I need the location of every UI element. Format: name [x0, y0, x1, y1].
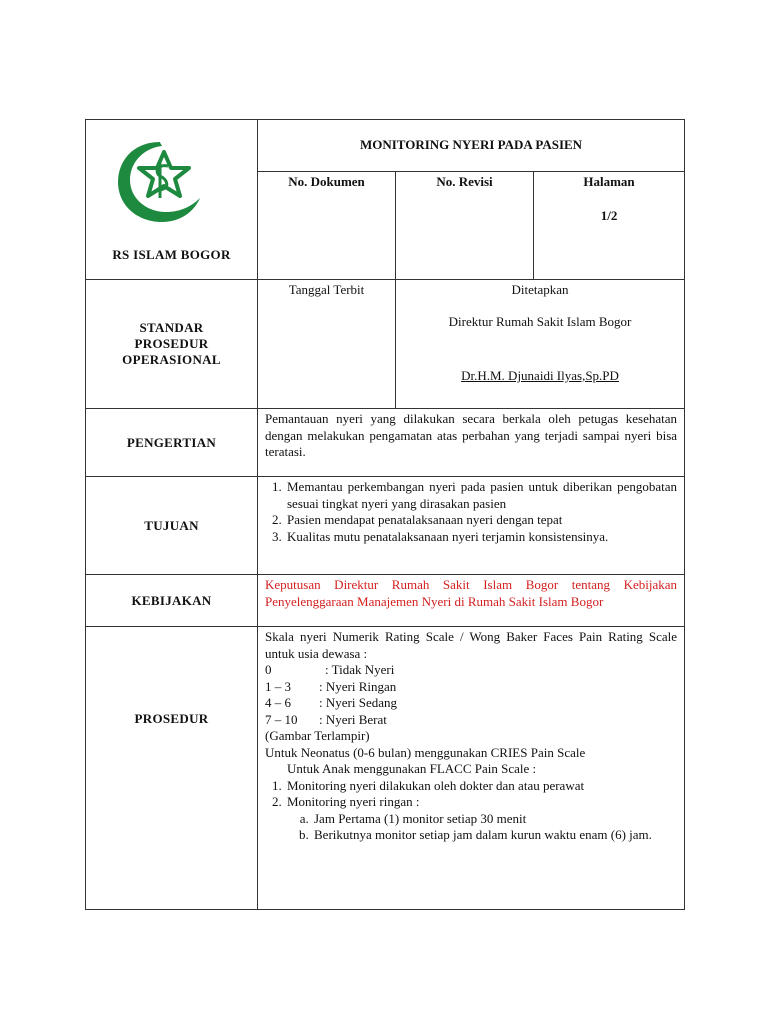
approver-name: Dr.H.M. Djunaidi Ilyas,Sp.PD [461, 368, 619, 383]
scale-range: 4 – 6 [265, 695, 291, 710]
sop-document [85, 119, 684, 909]
issue-date-label: Tanggal Terbit [288, 282, 365, 297]
prosedur-sub-steps [287, 811, 677, 844]
scale-desc: : Tidak Nyeri [325, 662, 395, 677]
list-item: 2. Pasien mendapat penatalaksanaan nyeri dengan tepat [285, 512, 677, 529]
scale-row [265, 695, 677, 712]
prosedur-intro: Skala nyeri Numerik Rating Scale / Wong Baker Faces Pain Rating Scale untuk usia dewasa : [265, 629, 678, 661]
kebijakan-label: KEBIJAKAN [86, 575, 258, 627]
child-note: Untuk Anak menggunakan FLACC Pain Scale : [287, 761, 537, 776]
list-item: 1. Monitoring nyeri dilakukan oleh dokter dan atau perawat [285, 778, 677, 795]
sop-label-line3: OPERASIONAL [122, 352, 221, 367]
attachment-note: (Gambar Terlampir) [265, 728, 370, 743]
hospital-name: RS ISLAM BOGOR [112, 247, 231, 262]
list-item [285, 794, 677, 844]
page-label: Halaman [583, 174, 635, 189]
revision-cell [396, 172, 534, 280]
hospital-logo-cell [86, 120, 258, 280]
pengertian-label: PENGERTIAN [86, 409, 258, 477]
scale-range: 7 – 10 [265, 711, 298, 727]
prosedur-content [258, 627, 685, 910]
sop-table [85, 119, 685, 910]
scale-row [265, 679, 677, 696]
list-item: 3. Kualitas mutu penatalaksanaan nyeri terjamin konsistensinya. [285, 529, 677, 546]
doc-number-cell [258, 172, 396, 280]
pengertian-text: Pemantauan nyeri yang dilakukan secara berkala oleh petugas kesehatan dengan melakukan pengamatan atas perbahan yang terjadi sampai nyeri bisa teratasi. [258, 409, 685, 477]
scale-row [265, 712, 677, 729]
scale-desc: : Nyeri Sedang [319, 695, 397, 710]
scale-row [265, 662, 677, 679]
prosedur-label: PROSEDUR [86, 627, 258, 910]
sop-label-cell [86, 280, 258, 409]
step-text: Monitoring nyeri ringan : [287, 794, 420, 809]
doc-number-label: No. Dokumen [288, 174, 365, 189]
approval-cell [396, 280, 685, 409]
scale-range: 0 [265, 662, 272, 677]
rs-islam-logo-icon [114, 138, 206, 226]
scale-desc: : Nyeri Ringan [319, 678, 397, 694]
approver-title: Direktur Rumah Sakit Islam Bogor [448, 314, 632, 329]
list-item: b. Berikutnya monitor setiap jam dalam kurun waktu enam (6) jam. [312, 827, 677, 844]
list-item: 1. Memantau perkembangan nyeri pada pasien untuk diberikan pengobatan sesuai tingkat nyeri yang dirasakan pasien [285, 479, 677, 512]
page-cell [534, 172, 685, 280]
list-item: a. Jam Pertama (1) monitor setiap 30 menit [312, 811, 677, 828]
revision-label: No. Revisi [436, 174, 493, 189]
kebijakan-text: Keputusan Direktur Rumah Sakit Islam Bogor tentang Kebijakan Penyelenggaraan Manajemen Nyeri di Rumah Sakit Islam Bogor [258, 575, 685, 627]
tujuan-label: TUJUAN [86, 477, 258, 575]
sop-label-line2: PROSEDUR [134, 336, 209, 351]
document-title: MONITORING NYERI PADA PASIEN [258, 120, 685, 172]
prosedur-steps [265, 778, 677, 844]
tujuan-list [265, 479, 677, 545]
issue-date-cell [258, 280, 396, 409]
scale-range: 1 – 3 [265, 678, 291, 694]
scale-desc: : Nyeri Berat [319, 711, 387, 727]
tujuan-content [258, 477, 685, 575]
sop-label-line1: STANDAR [139, 320, 204, 335]
page-value: 1/2 [600, 208, 618, 223]
neonatus-note: Untuk Neonatus (0-6 bulan) menggunakan CRIES Pain Scale [265, 744, 586, 760]
approved-label: Ditetapkan [511, 282, 569, 297]
